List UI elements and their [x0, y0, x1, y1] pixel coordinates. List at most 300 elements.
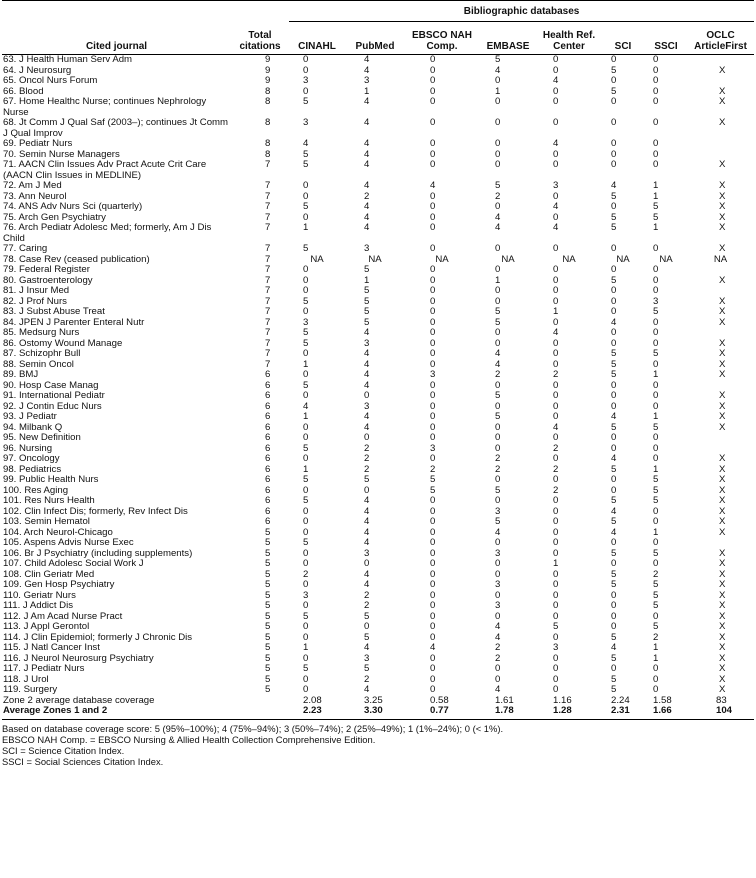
coverage-score-cell: 4	[364, 421, 370, 433]
coverage-score-cell: 4	[553, 201, 559, 212]
table-row	[2, 307, 754, 318]
total-citations-cell: 5	[265, 579, 271, 590]
coverage-score-cell: 1	[653, 222, 659, 233]
coverage-score-cell: 0	[611, 264, 617, 275]
coverage-score-cell: 0	[611, 327, 617, 338]
average-value-cell: 1.66	[645, 706, 687, 719]
total-citations-cell: 5	[265, 600, 271, 611]
table-row	[2, 255, 754, 266]
header-database: SCI	[601, 22, 645, 55]
coverage-score-cell: 5	[611, 222, 617, 233]
coverage-score-cell: 0	[303, 190, 309, 202]
coverage-score-cell: X	[719, 642, 726, 653]
coverage-score-cell: 0	[303, 526, 309, 538]
coverage-score-cell: 0	[653, 663, 659, 674]
cited-journal-cell: 110. Geriatr Nurs	[3, 589, 76, 601]
table-row	[2, 297, 754, 308]
header-database: EMBASE	[479, 22, 537, 55]
coverage-score-cell: 4	[364, 211, 370, 223]
total-citations-cell: 7	[265, 327, 271, 338]
average-value-cell: 2.31	[601, 706, 645, 719]
coverage-score-cell: 1	[653, 190, 659, 202]
coverage-score-cell: 4	[611, 411, 617, 422]
coverage-score-cell: 2	[553, 484, 559, 496]
coverage-score-cell: 0	[430, 495, 436, 506]
table-row	[2, 97, 754, 118]
total-citations-cell: 5	[265, 684, 271, 695]
coverage-score-cell: 4	[364, 568, 370, 580]
coverage-score-cell: 0	[553, 264, 559, 275]
coverage-score-cell: 2	[553, 463, 559, 475]
cited-journal-cell: 106. Br J Psychiatry (including supplements)	[3, 547, 193, 559]
table-row	[2, 517, 754, 528]
coverage-score-cell: 0	[430, 610, 436, 622]
coverage-score-cell: 1	[653, 463, 659, 475]
table-row	[2, 622, 754, 633]
coverage-score-cell: 4	[495, 621, 501, 632]
cited-journal-cell: 68. Jt Comm J Qual Saf (2003–); continues Jt Comm J Qual Improv	[3, 117, 229, 139]
coverage-score-cell: 5	[653, 484, 659, 496]
coverage-score-cell: 0	[553, 190, 559, 202]
total-citations-cell: 8	[265, 148, 271, 160]
coverage-score-cell: X	[719, 348, 726, 359]
table-row	[2, 423, 754, 434]
coverage-score-cell: X	[719, 663, 726, 674]
coverage-score-cell: 0	[553, 663, 559, 674]
coverage-score-cell: NA	[368, 253, 382, 265]
coverage-score-cell: 0	[653, 54, 659, 65]
coverage-score-cell: 4	[495, 64, 501, 76]
total-citations-cell: 7	[265, 306, 271, 317]
coverage-score-cell: 2	[653, 568, 659, 580]
total-citations-cell: 8	[265, 96, 271, 107]
coverage-score-cell: 2	[364, 190, 370, 202]
coverage-score-cell: 4	[364, 358, 370, 370]
cited-journal-cell: 65. Oncol Nurs Forum	[3, 75, 98, 86]
cited-journal-cell: 72. Am J Med	[3, 180, 62, 191]
cited-journal-cell: 108. Clin Geriatr Med	[3, 568, 95, 580]
coverage-score-cell: 5	[653, 495, 659, 506]
coverage-score-cell: 0	[303, 579, 309, 590]
coverage-score-cell: 0	[553, 610, 559, 622]
coverage-score-cell: 4	[364, 526, 370, 538]
coverage-score-cell: 5	[303, 663, 309, 674]
coverage-score-cell: 0	[553, 211, 559, 223]
cited-journal-cell: 100. Res Aging	[3, 484, 69, 496]
table-row	[2, 339, 754, 350]
coverage-score-cell: 5	[653, 579, 659, 590]
coverage-score-cell: 1	[553, 306, 559, 317]
coverage-score-cell: X	[719, 600, 726, 611]
coverage-score-cell: 0	[611, 337, 617, 349]
coverage-score-cell: 0	[653, 159, 659, 170]
coverage-score-cell: 5	[495, 306, 501, 317]
cited-journal-cell: 97. Oncology	[3, 453, 60, 464]
table-row	[2, 412, 754, 423]
coverage-score-cell: 0	[495, 442, 501, 454]
coverage-score-cell: 0	[430, 243, 436, 254]
coverage-score-cell: X	[719, 369, 726, 380]
coverage-score-cell: 0	[611, 306, 617, 317]
coverage-score-cell: 4	[364, 64, 370, 76]
table-row	[2, 654, 754, 665]
coverage-score-cell: 0	[553, 547, 559, 559]
coverage-score-cell: 0	[430, 400, 436, 412]
total-citations-cell: 5	[265, 568, 271, 580]
coverage-score-cell: 0	[653, 442, 659, 454]
coverage-score-cell: 0	[611, 663, 617, 674]
coverage-score-cell: 3	[495, 579, 501, 590]
coverage-score-cell: 5	[611, 684, 617, 695]
coverage-score-cell: 0	[553, 652, 559, 664]
total-citations-cell: 7	[265, 243, 271, 254]
coverage-score-cell: 1	[495, 274, 501, 286]
coverage-score-cell: X	[719, 579, 726, 590]
coverage-score-cell: 1	[364, 274, 370, 286]
coverage-score-cell: 4	[364, 148, 370, 160]
coverage-score-cell: 5	[653, 201, 659, 212]
coverage-score-cell: 5	[364, 474, 370, 485]
coverage-score-cell: 5	[495, 180, 501, 191]
coverage-score-cell: 5	[303, 96, 309, 107]
average-value-cell: 1.28	[537, 706, 601, 719]
coverage-score-cell: 4	[303, 400, 309, 412]
coverage-score-cell: 0	[364, 390, 370, 401]
coverage-score-cell: X	[719, 463, 726, 475]
coverage-score-cell: 0	[653, 400, 659, 412]
cited-journal-cell: 74. ANS Adv Nurs Sci (quarterly)	[3, 201, 143, 212]
table-row	[2, 276, 754, 287]
total-citations-cell: 6	[265, 432, 271, 443]
table-body	[2, 55, 754, 720]
coverage-score-cell: 4	[364, 516, 370, 527]
coverage-score-cell: 5	[364, 285, 370, 296]
coverage-score-cell: 0	[495, 264, 501, 275]
coverage-score-cell: 0	[653, 316, 659, 328]
coverage-score-cell: 1	[653, 411, 659, 422]
coverage-score-cell: 0	[611, 400, 617, 412]
coverage-score-cell: 0	[553, 274, 559, 286]
coverage-score-cell: 4	[495, 526, 501, 538]
total-citations-cell: 5	[265, 537, 271, 548]
coverage-score-cell: 0	[303, 484, 309, 496]
cited-journal-cell: 107. Child Adolesc Social Work J	[3, 558, 144, 569]
total-citations-cell: 6	[265, 400, 271, 412]
coverage-score-cell: 0	[553, 159, 559, 170]
coverage-score-cell: 3	[364, 243, 370, 254]
coverage-score-cell: 0	[553, 390, 559, 401]
coverage-score-cell: 0	[653, 379, 659, 391]
coverage-score-cell: 4	[495, 211, 501, 223]
coverage-score-cell: 5	[303, 148, 309, 160]
header-database: CINAHL	[289, 22, 345, 55]
coverage-score-cell: 5	[611, 673, 617, 685]
coverage-score-cell: 4	[364, 348, 370, 359]
header-database: OCLC ArticleFirst	[687, 22, 754, 55]
coverage-score-cell: 0	[611, 600, 617, 611]
cited-journal-cell: 98. Pediatrics	[3, 463, 62, 475]
coverage-score-cell: 5	[430, 474, 436, 485]
table-row	[2, 465, 754, 476]
coverage-score-cell: 5	[364, 264, 370, 275]
cited-journal-cell: 63. J Health Human Serv Adm	[3, 54, 133, 65]
average-value-cell: 2.23	[289, 706, 345, 719]
coverage-score-cell: NA	[616, 253, 630, 265]
coverage-score-cell: 5	[653, 306, 659, 317]
coverage-score-cell: 0	[303, 558, 309, 569]
total-citations-cell: 7	[265, 285, 271, 296]
coverage-score-cell: 0	[553, 411, 559, 422]
coverage-score-cell: 4	[364, 505, 370, 517]
coverage-score-cell: X	[719, 222, 726, 233]
coverage-score-cell	[687, 433, 754, 444]
coverage-score-cell: 4	[430, 642, 436, 653]
coverage-score-cell: X	[719, 85, 726, 97]
coverage-score-cell: 4	[364, 537, 370, 548]
cited-journal-cell: 88. Semin Oncol	[3, 358, 74, 370]
coverage-score-cell: 0	[553, 684, 559, 695]
coverage-score-cell: X	[719, 211, 726, 223]
coverage-score-cell: X	[719, 96, 726, 107]
coverage-score-cell: 0	[553, 64, 559, 76]
coverage-score-cell: 0	[364, 484, 370, 496]
coverage-score-cell: 0	[430, 327, 436, 338]
coverage-score-cell: 0	[611, 610, 617, 622]
coverage-score-cell: X	[719, 484, 726, 496]
coverage-score-cell: 0	[495, 285, 501, 296]
coverage-score-cell: 4	[364, 495, 370, 506]
coverage-score-cell: 0	[553, 453, 559, 464]
coverage-score-cell: 4	[364, 54, 370, 65]
coverage-score-cell: 0	[553, 505, 559, 517]
table-row	[2, 559, 754, 570]
coverage-score-cell: 0	[495, 148, 501, 160]
coverage-score-cell: 1	[495, 85, 501, 97]
coverage-score-cell: 0	[495, 589, 501, 601]
coverage-score-cell: 4	[495, 222, 501, 233]
coverage-score-cell: 0	[611, 96, 617, 107]
cited-journal-cell: 99. Public Health Nurs	[3, 474, 99, 485]
cited-journal-cell: 95. New Definition	[3, 432, 81, 443]
coverage-score-cell: 3	[495, 547, 501, 559]
coverage-score-cell: 0	[553, 316, 559, 328]
cited-journal-cell: 103. Semin Hematol	[3, 516, 90, 527]
average-value-cell: 2.08	[303, 694, 322, 706]
coverage-score-cell: 0	[303, 684, 309, 695]
total-citations-cell: 9	[265, 64, 271, 76]
coverage-score-cell: 5	[303, 159, 309, 170]
total-citations-cell: 7	[265, 348, 271, 359]
coverage-score-cell: 0	[495, 663, 501, 674]
coverage-score-cell: 0	[553, 358, 559, 370]
average-value-cell: 104	[687, 706, 754, 719]
coverage-score-cell: 3	[553, 180, 559, 191]
coverage-score-cell: X	[719, 589, 726, 601]
coverage-score-cell: X	[719, 400, 726, 412]
total-citations-cell: 6	[265, 442, 271, 454]
table-row	[2, 402, 754, 413]
coverage-score-cell: 0	[430, 85, 436, 97]
average-value-cell: 83	[716, 694, 727, 706]
total-citations-cell: 5	[265, 526, 271, 538]
cited-journal-cell: 81. J Insur Med	[3, 285, 70, 296]
total-citations-cell: 6	[265, 463, 271, 475]
total-citations-cell: 7	[265, 358, 271, 370]
coverage-score-cell: 0	[303, 547, 309, 559]
coverage-score-cell: 0	[553, 96, 559, 107]
cited-journal-cell: 111. J Addict Dis	[3, 600, 74, 611]
total-citations-cell: 5	[265, 589, 271, 601]
total-citations-cell: 8	[265, 138, 271, 149]
coverage-score-cell: NA	[562, 253, 576, 265]
coverage-score-cell: 4	[364, 159, 370, 170]
coverage-score-cell: 4	[553, 222, 559, 233]
coverage-score-cell: 5	[364, 316, 370, 328]
coverage-score-cell: 0	[430, 64, 436, 76]
cited-journal-cell: 117. J Pediatr Nurs	[3, 663, 85, 674]
average-value-cell: 3.30	[345, 706, 405, 719]
cited-journal-cell: 84. JPEN J Parenter Enteral Nutr	[3, 316, 145, 328]
coverage-score-cell: 4	[364, 138, 370, 149]
table-row	[2, 507, 754, 518]
coverage-score-cell: 0	[553, 516, 559, 527]
coverage-score-cell: 4	[364, 684, 370, 695]
total-citations-cell: 6	[265, 484, 271, 496]
coverage-score-cell: 0	[303, 264, 309, 275]
coverage-score-cell: X	[719, 526, 726, 538]
coverage-score-cell: X	[719, 358, 726, 370]
coverage-score-cell: 0	[430, 516, 436, 527]
coverage-score-cell: 0	[430, 201, 436, 212]
coverage-score-cell: 0	[495, 421, 501, 433]
coverage-score-cell: 0	[653, 264, 659, 275]
table-row	[2, 349, 754, 360]
coverage-score-cell: 5	[653, 547, 659, 559]
coverage-score-cell: 4	[364, 96, 370, 107]
coverage-score-cell: 0	[553, 474, 559, 485]
table-row	[2, 643, 754, 654]
coverage-score-cell: 0	[553, 348, 559, 359]
coverage-score-cell: 3	[303, 75, 309, 86]
coverage-score-cell: 0	[611, 589, 617, 601]
total-citations-cell: 8	[265, 117, 271, 128]
cited-journal-cell: 83. J Subst Abuse Treat	[3, 306, 105, 317]
coverage-score-cell: X	[719, 474, 726, 485]
coverage-score-cell: 0	[430, 190, 436, 202]
cited-journal-cell: 85. Medsurg Nurs	[3, 327, 80, 338]
cited-journal-cell: 119. Surgery	[3, 684, 58, 695]
coverage-score-cell: 1	[553, 558, 559, 569]
coverage-score-cell: 0	[653, 684, 659, 695]
average-value-cell: 0.77	[405, 706, 479, 719]
total-citations-cell: 7	[265, 159, 271, 170]
coverage-score-cell: 0	[553, 432, 559, 443]
table-row	[2, 360, 754, 371]
coverage-score-cell: 0	[653, 96, 659, 107]
table-row	[2, 391, 754, 402]
coverage-score-cell: X	[719, 306, 726, 317]
coverage-score-cell: X	[719, 547, 726, 559]
coverage-score-cell: 0	[653, 610, 659, 622]
coverage-score-cell: 5	[611, 631, 617, 643]
coverage-score-cell	[687, 286, 754, 297]
table-row	[2, 685, 754, 696]
table-row	[2, 202, 754, 213]
coverage-score-cell: 4	[495, 631, 501, 643]
table-row	[2, 328, 754, 339]
coverage-score-cell: 0	[430, 96, 436, 107]
coverage-score-cell: 0	[611, 295, 617, 307]
coverage-score-cell: X	[719, 673, 726, 685]
coverage-score-cell: 0	[430, 537, 436, 548]
coverage-score-cell: 0	[430, 348, 436, 359]
table-row	[2, 181, 754, 192]
coverage-score-cell: X	[719, 505, 726, 517]
header-cited-journal: Cited journal	[2, 1, 231, 55]
table-row	[2, 55, 754, 66]
cited-journal-cell: 66. Blood	[3, 85, 44, 97]
coverage-score-cell: 0	[430, 295, 436, 307]
coverage-score-cell: 0	[495, 558, 501, 569]
coverage-score-cell: 2	[364, 463, 370, 475]
coverage-score-cell: 0	[303, 600, 309, 611]
total-citations-cell: 6	[265, 453, 271, 464]
coverage-score-cell: 4	[553, 327, 559, 338]
coverage-score-cell: 2	[364, 600, 370, 611]
coverage-score-cell: X	[719, 159, 726, 170]
coverage-score-cell: 0	[653, 358, 659, 370]
coverage-score-cell: 5	[364, 663, 370, 674]
coverage-score-cell: 0	[430, 337, 436, 349]
coverage-score-cell: X	[719, 453, 726, 464]
coverage-score-cell: 0	[611, 432, 617, 443]
average-value-cell: 2.24	[611, 694, 630, 706]
table-row	[2, 160, 754, 181]
coverage-score-cell: 2	[495, 453, 501, 464]
average-row	[2, 706, 754, 719]
total-citations-cell: 5	[265, 610, 271, 622]
total-citations-cell: 5	[265, 621, 271, 632]
cited-journal-cell: 92. J Contin Educ Nurs	[3, 400, 102, 412]
coverage-score-cell: 0	[553, 54, 559, 65]
coverage-score-cell: 5	[611, 85, 617, 97]
coverage-score-cell: 0	[653, 64, 659, 76]
coverage-score-cell: 0	[430, 568, 436, 580]
coverage-score-cell: 0	[495, 138, 501, 149]
note-sci: SCI = Science Citation Index.	[2, 744, 125, 756]
coverage-score-cell: 4	[364, 327, 370, 338]
coverage-score-cell: 0	[653, 243, 659, 254]
coverage-score-cell: 1	[653, 369, 659, 380]
coverage-score-cell: 0	[553, 243, 559, 254]
total-citations-cell: 6	[265, 369, 271, 380]
coverage-score-cell: 5	[364, 306, 370, 317]
coverage-score-cell: 5	[303, 327, 309, 338]
coverage-score-cell: 5	[611, 190, 617, 202]
coverage-score-cell: 0	[653, 337, 659, 349]
coverage-score-cell: 0	[430, 526, 436, 538]
coverage-score-cell: X	[719, 295, 726, 307]
coverage-score-cell: 2	[553, 369, 559, 380]
coverage-score-cell: 0	[430, 390, 436, 401]
cited-journal-cell: 104. Arch Neurol-Chicago	[3, 526, 113, 538]
total-citations-cell: 6	[265, 411, 271, 422]
coverage-score-cell: X	[719, 117, 726, 128]
total-citations-cell: 6	[265, 421, 271, 433]
coverage-score-cell: 5	[553, 621, 559, 632]
coverage-score-cell: 1	[303, 463, 309, 475]
table-row	[2, 675, 754, 686]
